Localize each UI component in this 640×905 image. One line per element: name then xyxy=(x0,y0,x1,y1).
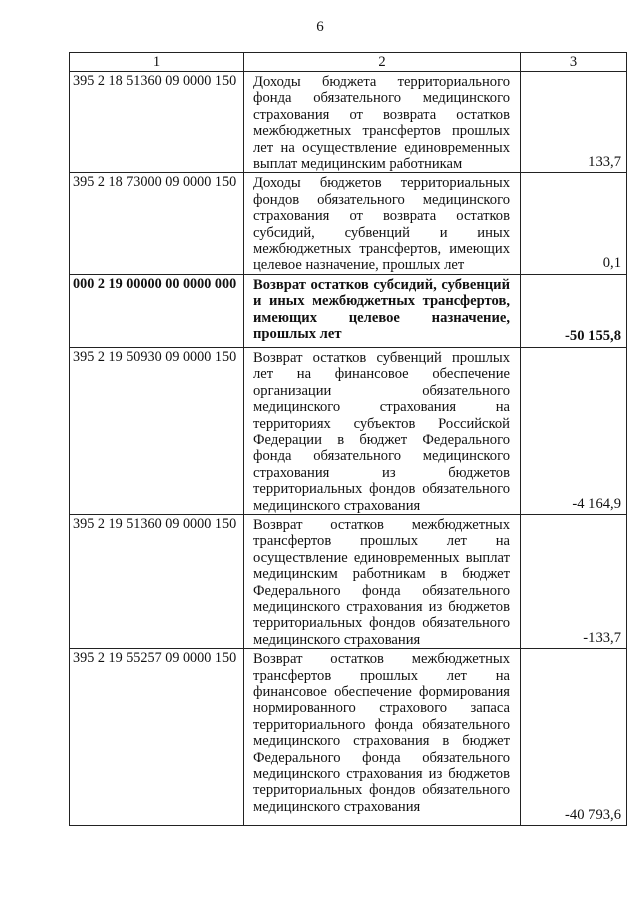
column-header-description: 2 xyxy=(244,53,521,72)
budget-code: 395 2 19 50930 09 0000 150 xyxy=(70,347,244,514)
page-number: 6 xyxy=(316,19,324,35)
table-row xyxy=(70,72,627,173)
column-header-amount: 3 xyxy=(521,53,627,72)
table-row-total xyxy=(70,274,627,347)
budget-amount: -133,7 xyxy=(521,514,627,648)
budget-amount: -50 155,8 xyxy=(521,274,627,347)
budget-amount: -4 164,9 xyxy=(521,347,627,514)
budget-description: Доходы бюджетов территориальных фондов обязательного медицинского страхования от возврата остатков субсидий, субвенций и иных межбюджетных трансфертов, имеющих целевое назначение, прошлых лет xyxy=(244,173,521,274)
budget-code: 000 2 19 00000 00 0000 000 xyxy=(70,274,244,347)
column-header-code: 1 xyxy=(70,53,244,72)
budget-code: 395 2 18 73000 09 0000 150 xyxy=(70,173,244,274)
budget-description: Возврат остатков субвенций прошлых лет на финансовое обеспечение организации обязательного медицинского страхования на территориях субъектов Российской Федерации в бюджет Федерального фонда обязательного медицинского страхования из бюджетов территориальных фондов обязательного медицинского страхования xyxy=(244,347,521,514)
budget-code: 395 2 18 51360 09 0000 150 xyxy=(70,72,244,173)
table-row xyxy=(70,514,627,648)
table-row xyxy=(70,173,627,274)
budget-code: 395 2 19 51360 09 0000 150 xyxy=(70,514,244,648)
budget-description: Возврат остатков субсидий, субвенций и иных межбюджетных трансфертов, имеющих целевое назначение, прошлых лет xyxy=(244,274,521,347)
budget-amount: -40 793,6 xyxy=(521,649,627,826)
budget-description: Возврат остатков межбюджетных трансфертов прошлых лет на финансовое обеспечение формирования нормированного страхового запаса территориального фонда обязательного медицинского страхования в бюджет Федерального фонда обязательного медицинского страхования из бюджетов территориальных фондов обязательного медицинского страхования xyxy=(244,649,521,826)
budget-amount: 0,1 xyxy=(521,173,627,274)
budget-code: 395 2 19 55257 09 0000 150 xyxy=(70,649,244,826)
budget-table xyxy=(69,52,627,826)
table-row xyxy=(70,347,627,514)
budget-description: Возврат остатков межбюджетных трансфертов прошлых лет на осуществление единовременных выплат медицинским работникам в бюджет Федерального фонда обязательного медицинского страхования из бюджетов территориальных фондов обязательного медицинского страхования xyxy=(244,514,521,648)
table-header-row xyxy=(70,53,627,72)
budget-amount: 133,7 xyxy=(521,72,627,173)
table-row xyxy=(70,649,627,826)
budget-description: Доходы бюджета территориального фонда обязательного медицинского страхования от возврата остатков межбюджетных трансфертов прошлых лет на осуществление единовременных выплат медицинским работникам xyxy=(244,72,521,173)
